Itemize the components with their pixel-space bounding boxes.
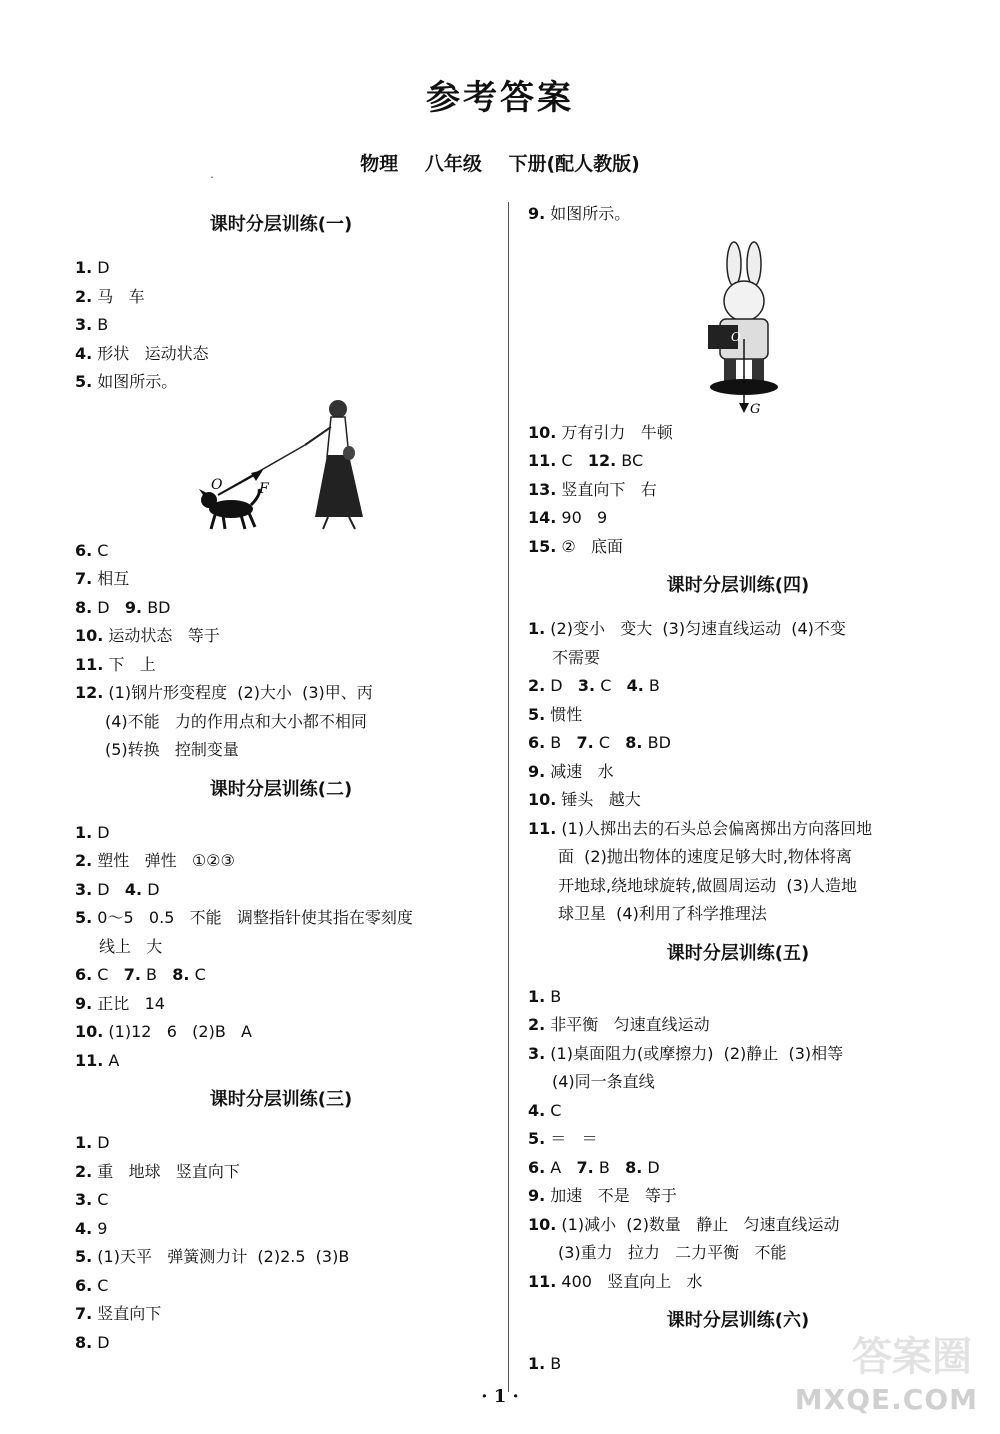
answer-number: 13. (528, 479, 557, 499)
answer-number: 11. (528, 818, 557, 838)
answer-text: (1)减小 (2)数量 静止 匀速直线运动 (556, 1214, 840, 1234)
answer-number: 15. (528, 536, 557, 556)
answer-text: B (140, 965, 173, 984)
answer-number: 12. (587, 451, 617, 470)
answer-continuation: 开地球,绕地球旋转,做圆周运动 (3)人造地 (558, 875, 858, 895)
answer-number: 11. (75, 1050, 104, 1070)
subtitle-grade: 八年级 (424, 153, 482, 175)
answer-text: D (92, 879, 125, 899)
answer-item (75, 1243, 487, 1272)
answer-number: 1. (528, 986, 546, 1006)
answer-item (75, 1018, 487, 1047)
dog-figure (199, 489, 259, 529)
answer-item (75, 254, 487, 283)
rabbit-toy (708, 242, 778, 395)
answer-continuation: (4)同一条直线 (552, 1072, 655, 1091)
answer-text: 400 竖直向上 水 (556, 1271, 703, 1291)
answer-number: 11. (528, 1271, 557, 1291)
answer-number: 1. (528, 619, 546, 638)
answer-text: (1)钢片形变程度 (2)大小 (3)甲、丙 (103, 683, 373, 702)
answer-text: (1)12 6 (2)B A (103, 1022, 252, 1041)
answer-item (528, 758, 948, 787)
answer-number: 2. (528, 676, 546, 695)
answer-item (75, 340, 487, 369)
answer-text: C (593, 733, 626, 752)
force-arrow (218, 473, 258, 495)
answer-item (528, 1011, 948, 1040)
answer-text: 0～5 0.5 不能 调整指针使其指在零刻度 (92, 908, 413, 927)
answer-number: 10. (528, 422, 557, 442)
answer-item (75, 622, 487, 651)
page-title: 参考答案 (426, 78, 574, 118)
answer-item (75, 565, 487, 594)
answer-item (528, 815, 948, 844)
answer-item (528, 1211, 948, 1240)
section-title: 课时分层训练(二) (209, 778, 353, 800)
answer-text: D (92, 822, 110, 842)
answer-number: 3. (75, 879, 93, 899)
answer-number: 10. (528, 1214, 557, 1234)
answer-text: 正比 14 (92, 993, 165, 1013)
answer-text: (1)人掷出去的石头总会偏离掷出方向落回地 (556, 818, 873, 838)
answer-number: 9. (528, 761, 546, 781)
answer-number: 7. (576, 1157, 594, 1177)
answer-item (528, 476, 948, 505)
answer-text: C (189, 965, 206, 984)
answer-item (75, 961, 487, 990)
answer-text: D (142, 879, 160, 899)
answer-number: 7. (75, 569, 93, 588)
answer-item (528, 533, 948, 562)
fig-label-o: O (211, 476, 223, 493)
answer-text: A (103, 1050, 120, 1070)
answer-text: A (545, 1157, 577, 1177)
answer-text: 下 上 (103, 654, 156, 674)
answer-text: BD (142, 597, 171, 617)
answer-number: 4. (75, 343, 93, 363)
answer-item (528, 786, 948, 815)
answer-text: D (92, 1133, 110, 1152)
answer-number: 1. (75, 258, 93, 277)
answer-continuation: 线上 大 (99, 936, 163, 956)
answer-text: B (545, 986, 562, 1006)
answer-text: 如图所示。 (92, 372, 178, 391)
answer-number: 5. (75, 908, 93, 927)
subtitle-subject: 物理 (360, 153, 399, 175)
answer-number: 1. (75, 1133, 93, 1152)
answer-number: 5. (75, 1247, 93, 1266)
answer-number: 14. (528, 508, 557, 527)
answer-text: D (92, 258, 110, 277)
answer-item (75, 904, 487, 933)
answer-item (75, 311, 487, 340)
answer-item (528, 1182, 948, 1211)
answer-item (75, 1300, 487, 1329)
answer-item (75, 847, 487, 876)
answer-continuation: 面 (2)抛出物体的速度足够大时,物体将离 (558, 847, 852, 866)
scan-speck: ˇ (210, 176, 214, 185)
answer-number: 11. (528, 451, 557, 470)
answer-item (528, 1268, 948, 1297)
answer-item (528, 729, 948, 758)
answer-number: 5. (75, 372, 93, 391)
left-column (75, 200, 487, 1357)
answer-text: ② 底面 (556, 536, 624, 556)
answer-item (528, 701, 948, 730)
answer-text: B (593, 1157, 626, 1177)
section-title: 课时分层训练(三) (209, 1089, 353, 1110)
answer-text: (1)天平 弹簧测力计 (2)2.5 (3)B (92, 1247, 350, 1266)
section-title: 课时分层训练(五) (666, 942, 810, 964)
answer-number: 5. (528, 1129, 546, 1148)
answer-text: 加速 不是 等于 (545, 1186, 677, 1205)
answer-number: 9. (124, 597, 143, 617)
woman-figure (305, 400, 363, 529)
answer-number: 6. (75, 1275, 93, 1295)
fig-label-o: O (731, 329, 741, 344)
answer-text: B (92, 315, 109, 334)
right-column (528, 200, 948, 1379)
answer-number: 1. (528, 1354, 546, 1373)
fig-label-f: F (259, 480, 269, 497)
section-title: 课时分层训练(一) (209, 214, 353, 235)
answer-number: 5. (528, 704, 546, 724)
answer-text: 90 9 (556, 508, 608, 527)
answer-number: 6. (528, 1157, 546, 1177)
answer-item (75, 679, 487, 708)
answer-number: 7. (576, 733, 594, 752)
answer-text: C (595, 676, 627, 695)
answer-item (528, 504, 948, 533)
answer-number: 3. (577, 676, 596, 695)
answer-number: 11. (75, 654, 104, 674)
answer-number: 2. (528, 1015, 546, 1034)
answer-text: 相互 (92, 569, 130, 588)
answer-number: 3. (75, 1190, 93, 1209)
answer-number: 2. (75, 851, 93, 870)
answer-continuation: (5)转换 控制变量 (105, 740, 239, 759)
answer-item (75, 1329, 487, 1358)
answer-number: 8. (75, 1332, 93, 1352)
answer-text: B (643, 676, 660, 695)
answer-item (75, 1158, 487, 1187)
answer-text: ＝ ＝ (545, 1129, 598, 1148)
answer-item (75, 594, 487, 623)
answer-number: 2. (75, 1161, 93, 1181)
answer-item (528, 419, 948, 448)
answer-item (75, 283, 487, 312)
answer-number: 7. (123, 965, 141, 984)
answer-text: 重 地球 竖直向下 (92, 1161, 240, 1181)
watermark-site: MXQE.COM (794, 1383, 978, 1416)
answer-item (528, 200, 948, 229)
answer-item (528, 1125, 948, 1154)
answer-item (528, 447, 948, 476)
answer-text: B (545, 1354, 562, 1373)
dog-walker-figure (73, 397, 485, 537)
answer-number: 6. (75, 965, 93, 984)
answer-item (528, 1040, 948, 1069)
answer-number: 9. (528, 204, 546, 223)
answer-item (528, 672, 948, 701)
answer-item (528, 1097, 948, 1126)
answer-item (75, 1215, 487, 1244)
answer-text: BD (642, 733, 671, 752)
answer-continuation: (3)重力 拉力 二力平衡 不能 (558, 1243, 787, 1262)
answer-item (75, 1129, 487, 1158)
answer-number: 3. (75, 315, 93, 334)
answer-number: 10. (75, 1022, 104, 1041)
page-number: · 1 · (481, 1386, 519, 1407)
answer-text: 塑性 弹性 ①②③ (92, 851, 235, 870)
answer-number: 4. (528, 1100, 546, 1120)
column-divider (508, 202, 509, 1392)
answer-text: C (92, 965, 124, 984)
answer-item (75, 1272, 487, 1301)
answer-item (528, 615, 948, 644)
answer-text: 锤头 越大 (556, 790, 641, 809)
answer-number: 7. (75, 1304, 93, 1323)
answer-text: 马 车 (92, 286, 145, 306)
answer-number: 12. (75, 683, 104, 702)
section-title: 课时分层训练(四) (666, 575, 810, 596)
answer-number: 9. (528, 1186, 546, 1205)
answer-text: (2)变小 变大 (3)匀速直线运动 (4)不变 (545, 619, 846, 638)
answer-number: 4. (626, 676, 644, 695)
answer-number: 6. (75, 540, 93, 560)
page-subtitle (0, 149, 1000, 176)
answer-continuation: (4)不能 力的作用点和大小都不相同 (105, 711, 367, 731)
answer-number: 4. (75, 1218, 93, 1238)
answer-text: 减速 水 (545, 761, 614, 781)
answer-item (75, 1047, 487, 1076)
answer-number: 4. (124, 879, 143, 899)
answer-number: 9. (75, 993, 93, 1013)
answer-text: 运动状态 等于 (103, 626, 220, 645)
answer-item (528, 983, 948, 1012)
answer-item (75, 990, 487, 1019)
answer-item (75, 651, 487, 680)
answer-number: 3. (528, 1043, 546, 1063)
answer-number: 10. (75, 626, 104, 645)
answer-text: 如图所示。 (545, 204, 631, 223)
answer-number: 8. (625, 1157, 643, 1177)
answer-text: 形状 运动状态 (92, 343, 209, 363)
fig-label-g: G (750, 401, 761, 417)
answer-continuation: 球卫星 (4)利用了科学推理法 (558, 904, 767, 923)
answer-number: 8. (75, 597, 93, 617)
answer-number: 8. (625, 733, 643, 752)
answer-text: C (545, 1100, 562, 1120)
answer-text: D (642, 1157, 660, 1177)
answer-text: 竖直向下 右 (556, 479, 657, 499)
answer-continuation: 不需要 (552, 647, 601, 667)
answer-text: C (556, 451, 588, 470)
answer-text: BC (616, 451, 644, 470)
answer-text: D (92, 1332, 110, 1352)
answer-text: 竖直向下 (92, 1304, 162, 1323)
answer-text: C (92, 1190, 109, 1209)
answer-number: 10. (528, 790, 557, 809)
answer-text: C (92, 540, 109, 560)
answer-item (528, 1154, 948, 1183)
answer-text: D (545, 676, 578, 695)
answer-item (75, 1186, 487, 1215)
answer-number: 2. (75, 286, 93, 306)
watermark-logo: 答案圈 (852, 1334, 972, 1380)
answer-text: C (92, 1275, 109, 1295)
subtitle-volume: 下册(配人教版) (508, 153, 640, 175)
answer-number: 1. (75, 822, 93, 842)
answer-text: 惯性 (545, 704, 583, 724)
answer-item (75, 537, 487, 566)
answer-text: (1)桌面阻力(或摩擦力) (2)静止 (3)相等 (545, 1043, 844, 1063)
section-title: 课时分层训练(六) (666, 1310, 810, 1331)
answer-text: 万有引力 牛顿 (556, 422, 673, 442)
answer-text: 非平衡 匀速直线运动 (545, 1015, 710, 1034)
answer-item (75, 876, 487, 905)
answer-number: 8. (172, 965, 190, 984)
answer-number: 6. (528, 733, 546, 752)
answer-item (75, 819, 487, 848)
answer-item (75, 368, 487, 397)
answer-text: D (92, 597, 125, 617)
answer-text: 9 (92, 1218, 108, 1238)
answer-text: B (545, 733, 577, 752)
rabbit-figure (528, 229, 948, 419)
